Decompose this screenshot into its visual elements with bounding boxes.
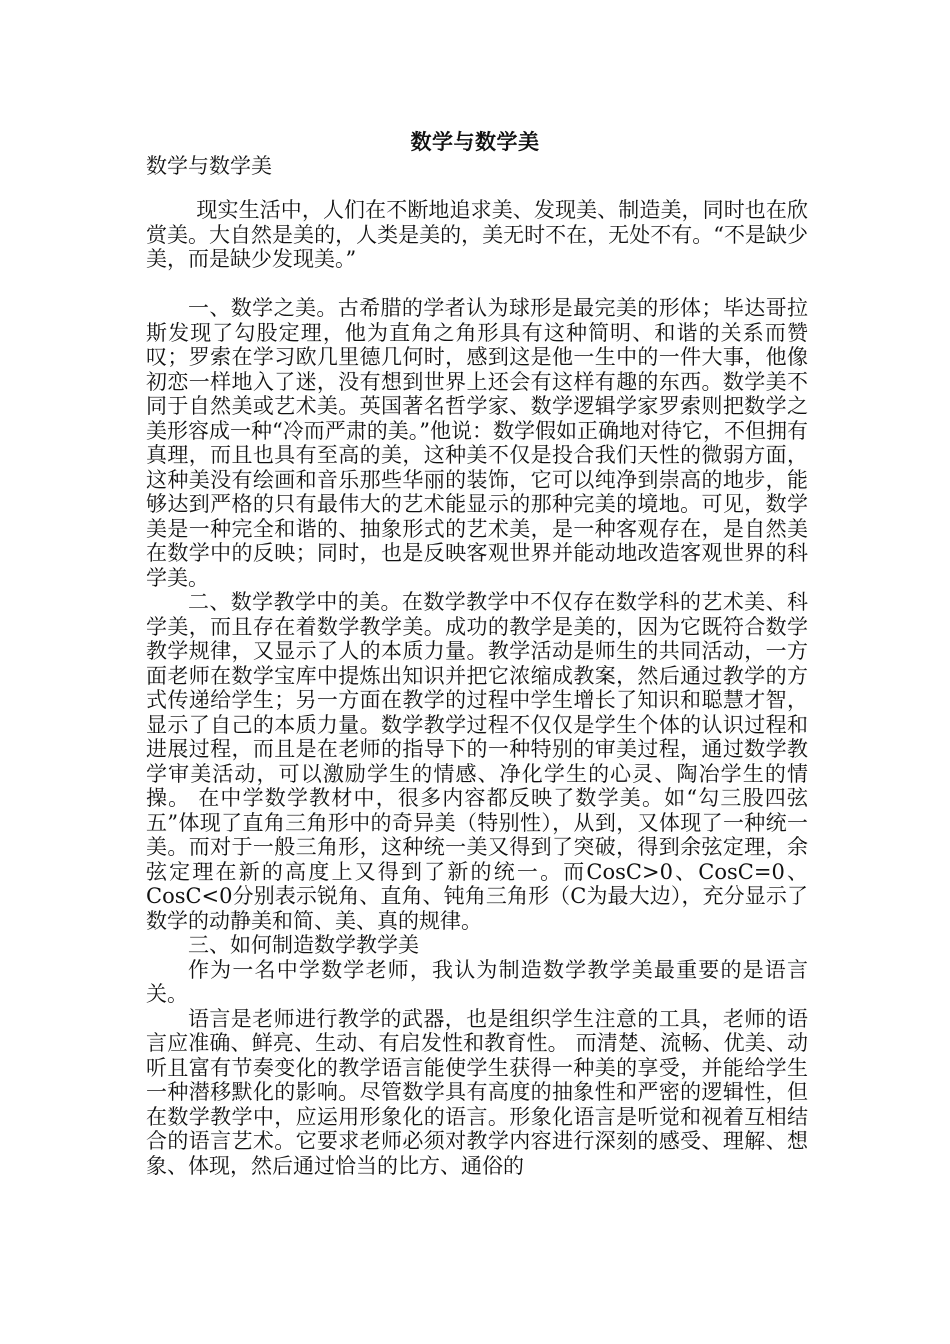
document-body	[146, 198, 808, 1178]
document-title: 数学与数学美	[410, 129, 540, 154]
paragraph-language: 作为一名中学数学老师，我认为制造数学教学美最重要的是语言关。	[146, 957, 808, 1006]
document-subtitle: 数学与数学美	[146, 154, 272, 178]
paragraph-intro: 现实生活中，人们在不断地追求美、发现美、制造美，同时也在欣赏美。大自然是美的，人类是美的，美无时不在，无处不有。“不是缺少美，而是缺少发现美。”	[146, 198, 808, 271]
paragraph-language-detail: 语言是老师进行教学的武器，也是组织学生注意的工具，老师的语言应准确、鲜亮、生动、有启发性和教育性。 而清楚、流畅、优美、动听且富有节奏变化的教学语言能使学生获得一种美的享受，并能给学生一种潜移默化的影响。尽管数学具有高度的抽象性和严密的逻辑性，但在数学教学中，应运用形象化的语言。形象化语言是听觉和视着互相结合的语言艺术。它要求老师必须对教学内容进行深刻的感受、理解、想象、体现，然后通过恰当的比方、通俗的	[146, 1006, 808, 1178]
paragraph-section-2: 二、数学教学中的美。在数学教学中不仅存在数学科的艺术美、科学美，而且存在着数学教学美。成功的教学是美的，因为它既符合数学教学规律，又显示了人的本质力量。教学活动是师生的共同活动，一方面老师在数学宝库中提炼出知识并把它浓缩成教案，然后通过教学的方式传递给学生；另一方面在教学的过程中学生增长了知识和聪慧才智，显示了自己的本质力量。数学教学过程不仅仅是学生个体的认识过程和进展过程，而且是在老师的指导下的一种特别的审美过程，通过数学教学审美活动，可以激励学生的情感、净化学生的心灵、陶冶学生的情操。 在中学数学教材中，很多内容都反映了数学美。如“勾三股四弦五”体现了直角三角形中的奇异美（特别性），从到，又体现了一种统一美。而对于一般三角形，这种统一美又得到了突破，得到余弦定理，余弦定理在新的高度上又得到了新的统一。而CosC>0、CosC=0、CosC<0分别表示锐角、直角、钝角三角形（C为最大边），充分显示了数学的动静美和简、美、真的规律。	[146, 590, 808, 933]
paragraph-section-1: 一、数学之美。古希腊的学者认为球形是最完美的形体；毕达哥拉斯发现了勾股定理，他为直角之角形具有这种简明、和谐的关系而赞叹；罗索在学习欧几里德几何时，感到这是他一生中的一件大事，他像初恋一样地入了迷，没有想到世界上还会有这样有趣的东西。数学美不同于自然美或艺术美。英国著名哲学家、数学逻辑学家罗索则把数学之美形容成一种“冷而严肃的美。”他说：数学假如正确地对待它，不但拥有真理，而且也具有至高的美，这种美不仅是投合我们天性的微弱方面，这种美没有绘画和音乐那些华丽的装饰，它可以纯净到崇高的地步，能够达到严格的只有最伟大的艺术能显示的那种完美的境地。可见，数学美是一种完全和谐的、抽象形式的艺术美，是一种客观存在，是自然美在数学中的反映；同时，也是反映客观世界并能动地改造客观世界的科学美。	[146, 296, 808, 590]
paragraph-section-3-heading: 三、如何制造数学教学美	[188, 933, 419, 957]
